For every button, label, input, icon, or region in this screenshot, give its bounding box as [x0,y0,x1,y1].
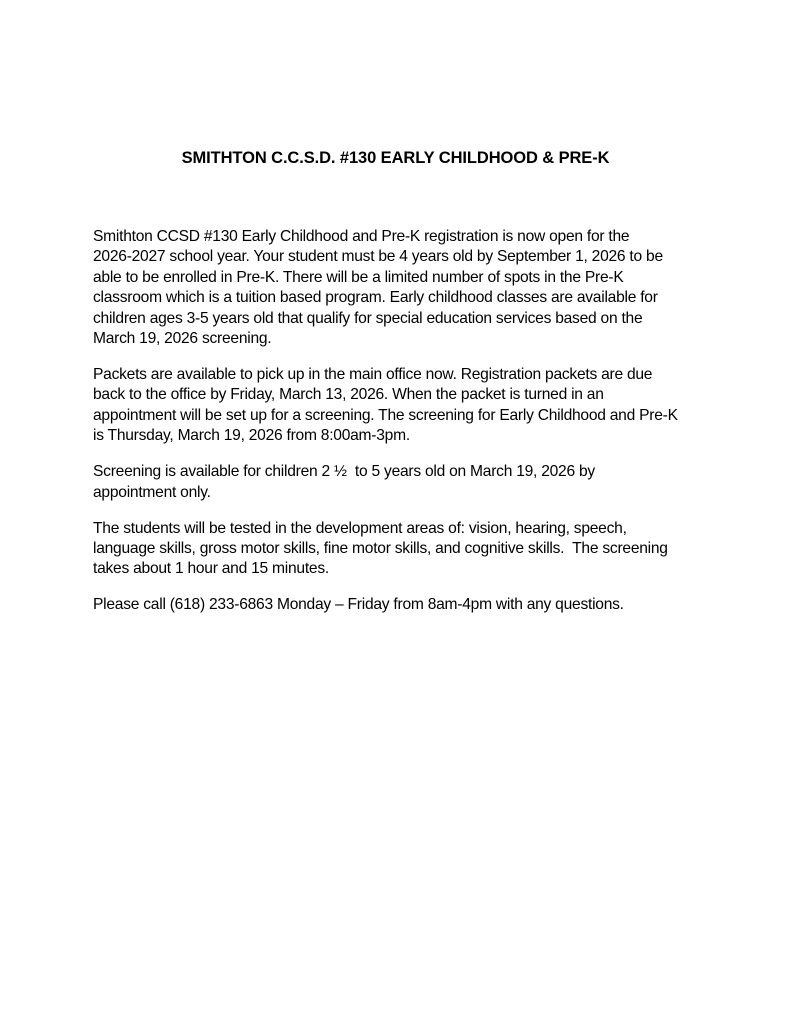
page-title: SMITHTON C.C.S.D. #130 EARLY CHILDHOOD & PRE-K [181,149,610,167]
text-line: The students will be tested in the development areas of: vision, hearing, speech, [93,519,627,537]
text-line: children ages 3-5 years old that qualify for special education services based on the [93,309,643,327]
text-line: back to the office by Friday, March 13, 2026. When the packet is turned in an [93,386,604,404]
paragraph [93,519,733,580]
text-line: appointment only. [93,483,211,501]
text-line: Smithton CCSD #130 Early Childhood and Pre-K registration is now open for the [93,228,630,245]
text-line: March 19, 2026 screening. [93,330,272,348]
paragraph [93,595,733,615]
text-line: appointment will be set up for a screening. The screening for Early Childhood and Pre-K [93,406,678,424]
text-line: able to be enrolled in Pre-K. There will be a limited number of spots in the Pre-K [93,268,624,286]
text-line: classroom which is a tuition based program. Early childhood classes are available for [93,289,658,307]
document-body [93,227,733,631]
paragraph [93,462,733,503]
text-line: takes about 1 hour and 15 minutes. [93,560,329,578]
paragraph [93,365,733,447]
paragraph [93,227,733,349]
text-line: Screening is available for children 2 ½ to 5 years old on March 19, 2026 by [93,463,595,481]
text-line: is Thursday, March 19, 2026 from 8:00am-3pm. [93,427,410,445]
text-line: 2026-2027 school year. Your student must be 4 years old by September 1, 2026 to be [93,248,663,266]
text-line: Please call (618) 233-6863 Monday – Friday from 8am-4pm with any questions. [93,596,624,614]
text-line: language skills, gross motor skills, fine motor skills, and cognitive skills. The screening [93,540,668,558]
text-line: Packets are available to pick up in the main office now. Registration packets are due [93,366,653,384]
